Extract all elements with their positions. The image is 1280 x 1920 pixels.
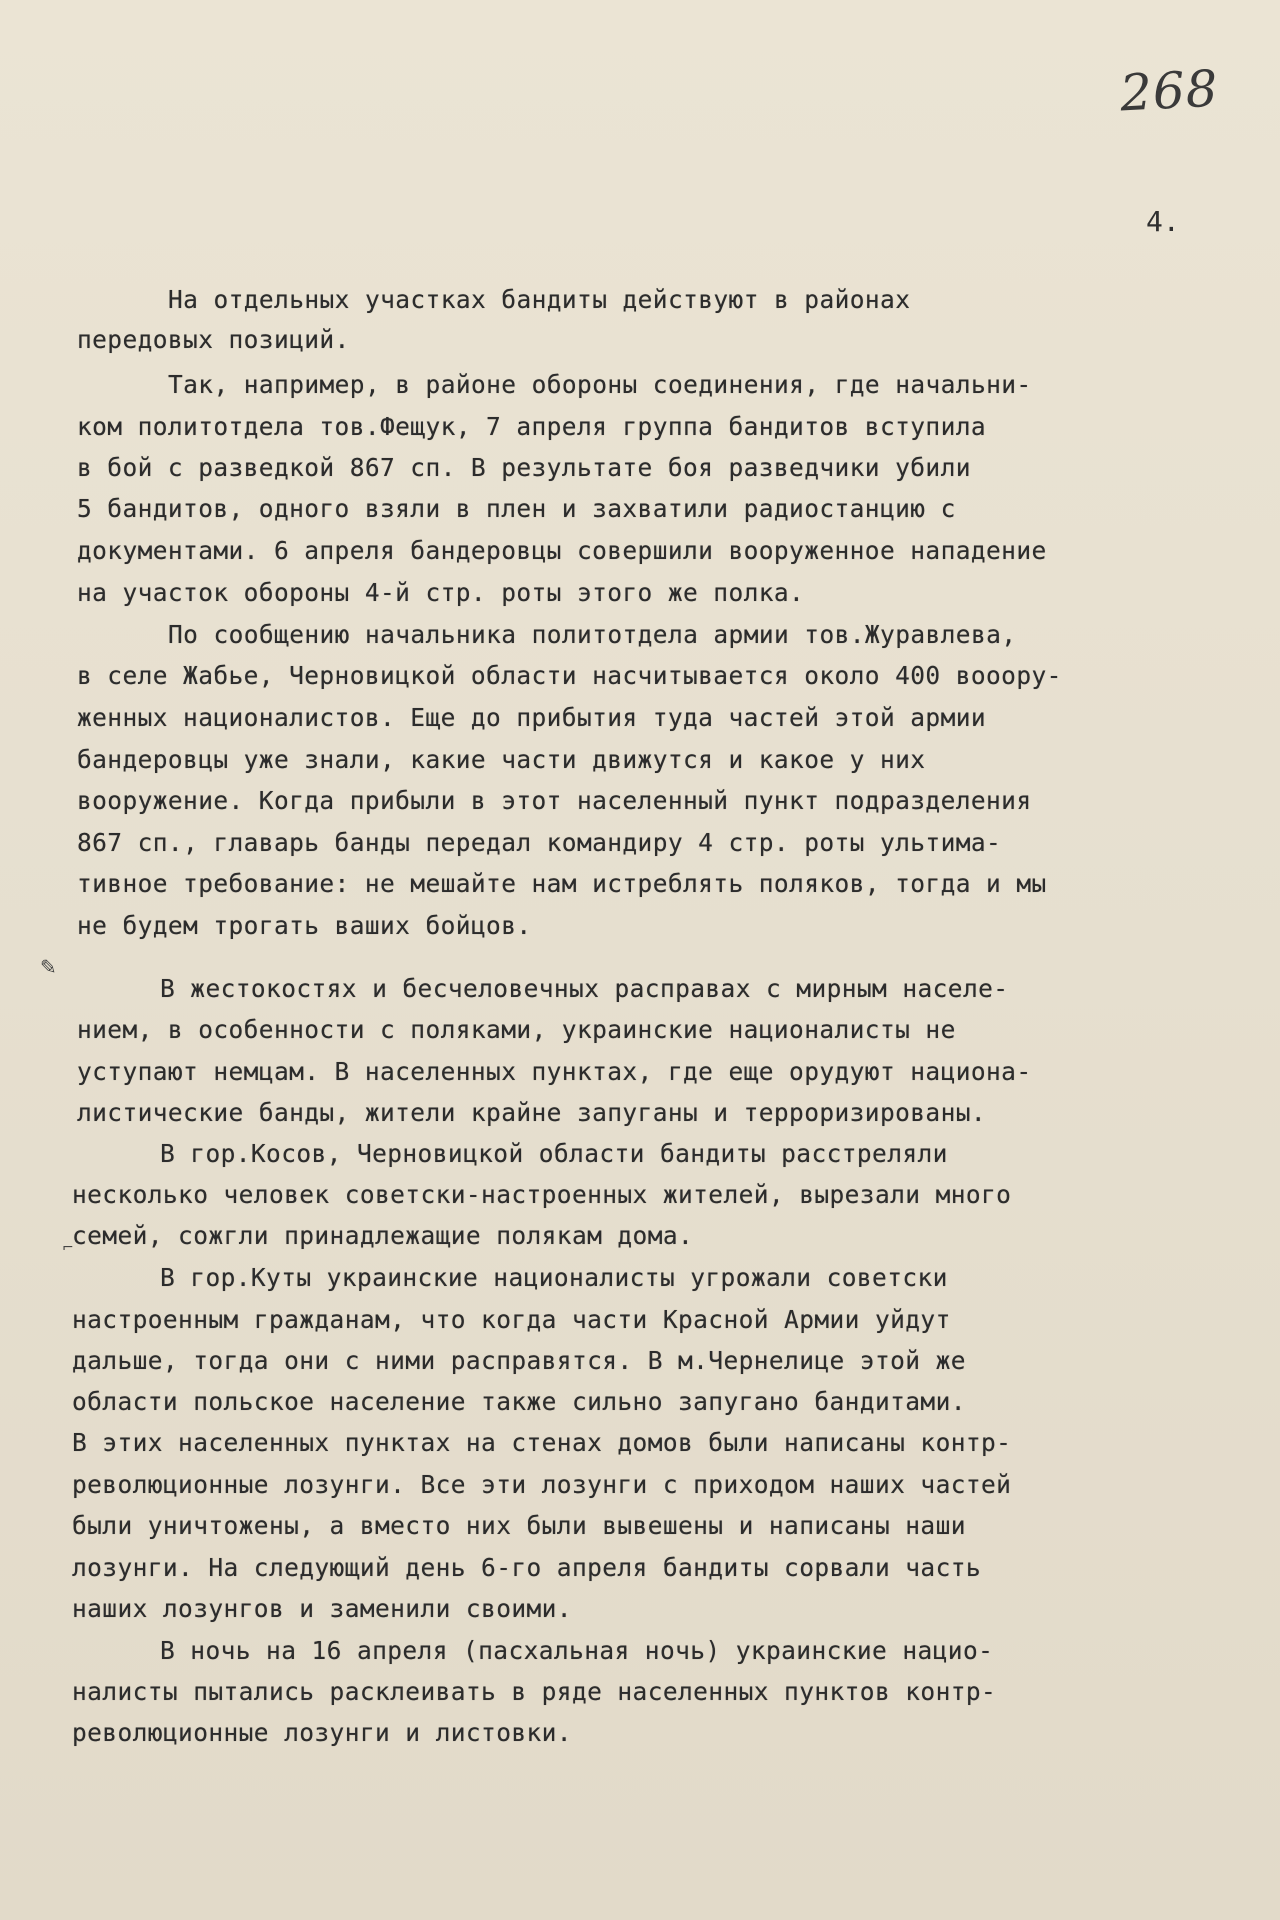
text-line: В гор.Куты украинские националисты угрожали советски [160,1263,948,1292]
text-line: 867 сп., главарь банды передал командиру 4 стр. роты ультима- [77,828,1002,857]
text-line: наших лозунгов и заменили своими. [72,1594,572,1623]
archive-folio-number: 268 [1118,59,1220,123]
text-line: бандеровцы уже знали, какие части движутся и какое у них [77,745,926,774]
text-line: в селе Жабье, Черновицкой области насчитывается около 400 вооору- [77,661,1062,690]
text-line: документами. 6 апреля бандеровцы совершили вооруженное нападение [77,536,1047,565]
text-line: лозунги. На следующий день 6-го апреля бандиты сорвали часть [72,1553,982,1582]
text-line: женных националистов. Еще до прибытия туда частей этой армии [77,703,987,732]
text-line: Так, например, в районе обороны соединения, где начальни- [168,370,1032,399]
text-line: По сообщению начальника политотдела армии тов.Журавлева, [168,620,1017,649]
text-line: ком политотдела тов.Фещук, 7 апреля группа бандитов вступила [77,412,987,441]
text-line: в бой с разведкой 867 сп. В результате боя разведчики убили [77,453,971,482]
text-line: тивное требование: не мешайте нам истреблять поляков, тогда и мы [77,869,1047,898]
text-line: семей, сожгли принадлежащие полякам дома. [72,1221,694,1250]
text-line: В гор.Косов, Черновицкой области бандиты расстреляли [160,1139,948,1168]
margin-mark: ✎ [40,955,57,979]
text-line: несколько человек советски-настроенных жителей, вырезали много [72,1180,1012,1209]
text-line: нием, в особенности с поляками, украинские националисты не [77,1015,956,1044]
text-line: области польское население также сильно запугано бандитами. [72,1387,966,1416]
text-line: вооружение. Когда прибыли в этот населенный пункт подразделения [77,786,1032,815]
margin-mark: ⌐ [62,1240,74,1256]
text-line: В ночь на 16 апреля (пасхальная ночь) украинские нацио- [160,1636,994,1665]
text-line: революционные лозунги и листовки. [72,1718,572,1747]
text-line: налисты пытались расклеивать в ряде населенных пунктов контр- [72,1677,997,1706]
text-line: 5 бандитов, одного взяли в плен и захватили радиостанцию с [77,494,956,523]
text-line: революционные лозунги. Все эти лозунги с приходом наших частей [72,1470,1012,1499]
page-number: 4. [1146,205,1180,238]
text-line: В жестокостях и бесчеловечных расправах с мирным населе- [160,974,1009,1003]
text-line: не будем трогать ваших бойцов. [77,911,532,940]
text-line: В этих населенных пунктах на стенах домов были написаны контр- [72,1428,1012,1457]
text-line: На отдельных участках бандиты действуют в районах [168,285,911,314]
text-line: настроенным гражданам, что когда части Красной Армии уйдут [72,1305,951,1334]
text-line: на участок обороны 4-й стр. роты этого же полка. [77,578,805,607]
text-line: передовых позиций. [77,325,350,354]
text-line: уступают немцам. В населенных пунктах, где еще орудуют национа- [77,1057,1032,1086]
text-line: были уничтожены, а вместо них были вывешены и написаны наши [72,1511,966,1540]
text-line: дальше, тогда они с ними расправятся. В м.Чернелице этой же [72,1346,966,1375]
text-line: листические банды, жители крайне запуганы и терроризированы. [77,1098,987,1127]
